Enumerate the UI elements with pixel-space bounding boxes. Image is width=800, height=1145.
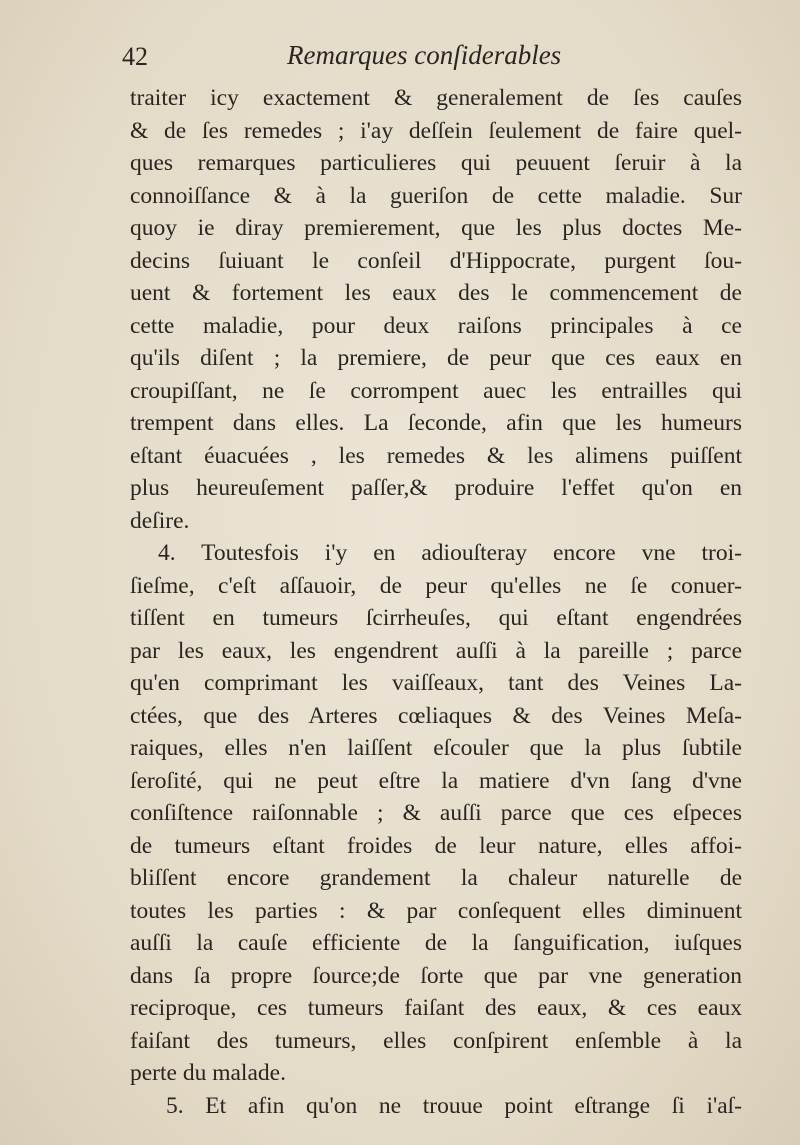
text-line: trempent dans elles. La ſeconde, afin que les humeurs — [130, 410, 742, 436]
text-line: raiques, elles n'en laiſſent eſcouler que la plus ſubtile — [130, 735, 742, 761]
text-line: dans ſa propre ſource;de ſorte que par vne generation — [130, 962, 742, 989]
text-line: uent & fortement les eaux des le commencement de — [130, 280, 742, 306]
text-line: quoy ie diray premierement, que les plus doctes Me- — [130, 215, 742, 241]
text-line: 4. Toutesfois i'y en adiouſteray encore vne troi- — [158, 540, 742, 566]
text-line: 5. Et afin qu'on ne trouue point eſtrange ſi i'aſ- — [166, 1092, 742, 1119]
text-line: auſſi la cauſe efficiente de la ſanguification, iuſques — [130, 930, 742, 956]
running-title: Remarques conſiderables — [287, 40, 562, 70]
paragraph — [130, 1090, 742, 1123]
text-line: & de ſes remedes ; i'ay deſſein ſeulement de faire quel- — [130, 117, 742, 144]
text-line: bliſſent encore grandement la chaleur naturelle de — [130, 865, 742, 891]
text-line: connoiſſance & à la gueriſon de cette maladie. Sur — [130, 182, 742, 209]
page-number: 42 — [122, 42, 148, 71]
text-line: cette maladie, pour deux raiſons principales à ce — [130, 312, 742, 339]
text-line: qu'en comprimant les vaiſſeaux, tant des Veines La- — [130, 670, 742, 696]
paragraph — [130, 537, 742, 1090]
text-line: faiſant des tumeurs, elles conſpirent enſemble à la — [130, 1027, 742, 1054]
text-line: ctées, que des Arteres cœliaques & des Veines Meſa- — [130, 702, 742, 729]
text-line: eſtant éuacuées , les remedes & les alimens puiſſent — [130, 442, 742, 469]
text-line: decins ſuiuant le conſeil d'Hippocrate, purgent ſou- — [130, 247, 742, 274]
paragraph — [130, 82, 742, 537]
text-line: croupiſſant, ne ſe corrompent auec les entrailles qui — [130, 377, 742, 404]
text-line: plus heureuſement paſſer,& produire l'effet qu'on en — [130, 475, 742, 501]
text-line: conſiſtence raiſonnable ; & auſſi parce que ces eſpeces — [130, 800, 742, 826]
text-line: toutes les parties : & par conſequent elles diminuent — [130, 897, 742, 924]
text-line: qu'ils diſent ; la premiere, de peur que ces eaux en — [130, 345, 742, 371]
text-line: par les eaux, les engendrent auſſi à la pareille ; parce — [130, 637, 742, 664]
text-line: ſeroſité, qui ne peut eſtre la matiere d'vn ſang d'vne — [130, 767, 742, 794]
text-line: perte du malade. — [130, 1060, 286, 1086]
text-line: de tumeurs eſtant froides de leur nature, elles affoi- — [130, 832, 742, 859]
text-line: ſieſme, c'eſt aſſauoir, de peur qu'elles ne ſe conuer- — [130, 572, 742, 599]
text-line: traiter icy exactement & generalement de ſes cauſes — [130, 85, 742, 111]
text-line: deſire. — [130, 507, 190, 534]
text-line: reciproque, ces tumeurs faiſant des eaux, & ces eaux — [130, 995, 742, 1021]
page-header — [122, 38, 742, 82]
text-line: tiſſent en tumeurs ſcirrheuſes, qui eſtant engendrées — [130, 605, 742, 631]
body-text — [130, 82, 742, 1122]
text-line: ques remarques particulieres qui peuuent ſeruir à la — [130, 150, 742, 176]
